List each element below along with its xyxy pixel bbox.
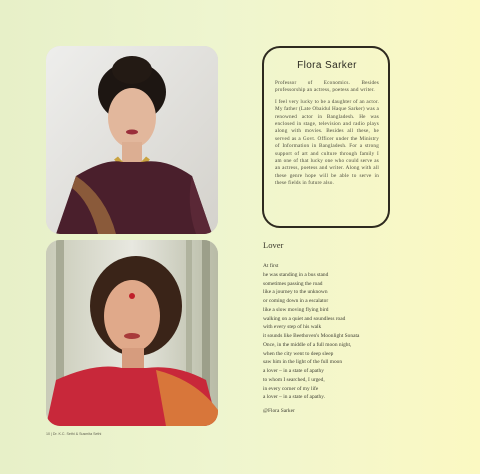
bio-paragraph: I feel very lucky to be a daughter of an actor. My father (Late Obaidul Haque Sarker) was a renowned actor in Bangladesh. He was enclosed in stage, television and radio plays along with movies. Besides all these, he served as a Govt. Officer under the Ministry of Information in Bangladesh. For a strong support of art and culture through family I am one of that lucky one who could serve as an actress, poetess and writer. Along with all these genre hope will be able to serve in these fields in future also. <box>275 98 379 187</box>
poem-line: to whom I searched, I urged, <box>263 376 325 383</box>
poem-title: Lover <box>263 240 284 250</box>
poem-line: when the city went to deep sleep <box>263 350 334 357</box>
page-footer: 10 | Dr. K.C. Sethi & Susmita Sethi <box>46 432 102 436</box>
poem-signature: @Flora Sarker <box>263 408 295 414</box>
poem-line: walking on a quiet and soundless road <box>263 315 346 322</box>
poem-line: like a slow moving flying bird <box>263 306 329 313</box>
bio-card <box>262 46 390 228</box>
poem-line: At first <box>263 263 279 269</box>
poem-line: a lover – in a state of apathy <box>263 368 324 374</box>
poem-line: he was standing in a bus stand <box>263 271 329 278</box>
poem-line: Once, in the middle of a full moon night, <box>263 341 352 348</box>
poem-line: in every corner of my life <box>263 385 319 392</box>
poem-line: like a journey to the unknown <box>263 289 328 296</box>
poem-body <box>263 262 359 402</box>
bio-name: Flora Sarker <box>297 60 357 71</box>
portrait-photo-casual <box>46 240 218 426</box>
portrait-photo-formal <box>46 46 218 234</box>
poem-line: with every step of his walk <box>263 324 322 331</box>
bio-paragraph: Professor of Economics. Besides professorship an actress, poetess and writer. <box>275 80 379 94</box>
poem-line: saw him in the light of the full moon <box>263 359 343 366</box>
poem-line: or coming down in a escalator <box>263 298 329 304</box>
poem-line: it sounds like Beethoven's Moonlight Sonata <box>263 333 360 339</box>
poem-line: sometimes passing the road <box>263 280 323 287</box>
poem-line: a lover – in a state of apathy. <box>263 394 325 401</box>
